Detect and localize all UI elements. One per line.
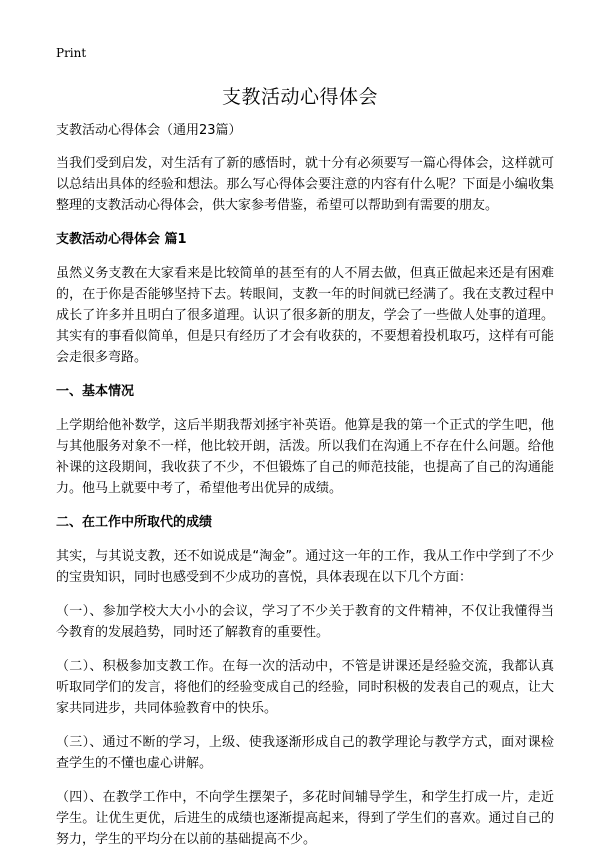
list-item: （一）、参加学校大大小小的会议，学习了不少关于教育的文件精神，不仅让我懂得当今教育的发展趋势，同时还了解教育的重要性。: [56, 604, 554, 640]
page-title: 支教活动心得体会: [221, 86, 378, 108]
list-item: （四）、在教学工作中，不向学生摆架子，多花时间辅导学生，和学生打成一片，走近学生。让优生更优，后进生的成绩也逐渐提高起来，得到了学生们的喜欢。通过自己的努力，学生的平均分在以前的基础提高不少。: [56, 790, 554, 847]
article-subtitle: 支教活动心得体会（通用23篇）: [56, 123, 242, 138]
section-heading-basic-info: 一、基本情况: [56, 384, 135, 399]
section-paragraph-achievements: 其实，与其说支教，还不如说成是“淘金”。通过这一年的工作，我从工作中学到了不少的宝贵知识，同时也感受到不少成功的喜悦，具体表现在以下几个方面：: [56, 549, 554, 585]
article-intro-paragraph: 虽然义务支教在大家看来是比较简单的甚至有的人不屑去做，但真正做起来还是有困难的，在于你是否能够坚持下去。转眼间，支教一年的时间就已经满了。我在支教过程中成长了许多并且明白了很多道理。认识了很多新的朋友，学会了一些做人处事的道理。其实有的事看似简单，但是只有经历了才会有收获的，不要想着投机取巧，这样有可能会走很多弯路。: [56, 266, 554, 365]
list-item: （二）、积极参加支教工作。在每一次的活动中，不管是讲课还是经验交流，我都认真听取同学们的发言，将他们的经验变成自己的经验，同时积极的发表自己的观点，让大家共同进步，共同体验教育中的快乐。: [56, 659, 554, 716]
section-paragraph-basic-info: 上学期给他补数学，这后半期我帮刘拯宇补英语。他算是我的第一个正式的学生吧，他与其他服务对象不一样，他比较开朗，活泼。所以我们在沟通上不存在什么问题。给他补课的这段期间，我收获了不少，不但锻炼了自己的师范技能，也提高了自己的沟通能力。他马上就要中考了，希望他考出优异的成绩。: [56, 418, 554, 496]
article-body: [56, 120, 554, 863]
intro-paragraph: 当我们受到启发，对生活有了新的感悟时，就十分有必须要写一篇心得体会，这样就可以总结出具体的经验和想法。那么写心得体会要注意的内容有什么呢？下面是小编收集整理的支教活动心得体会，供大家参考借鉴，希望可以帮助到有需要的朋友。: [56, 156, 554, 213]
article-heading: 支教活动心得体会 篇1: [56, 232, 187, 247]
section-heading-achievements: 二、在工作中所取代的成绩: [56, 515, 213, 530]
list-item: （三）、通过不断的学习，上级、使我逐渐形成自己的教学理论与教学方式，面对课检查学生的不懂也虚心讲解。: [56, 735, 554, 771]
print-link[interactable]: Print: [56, 46, 87, 60]
